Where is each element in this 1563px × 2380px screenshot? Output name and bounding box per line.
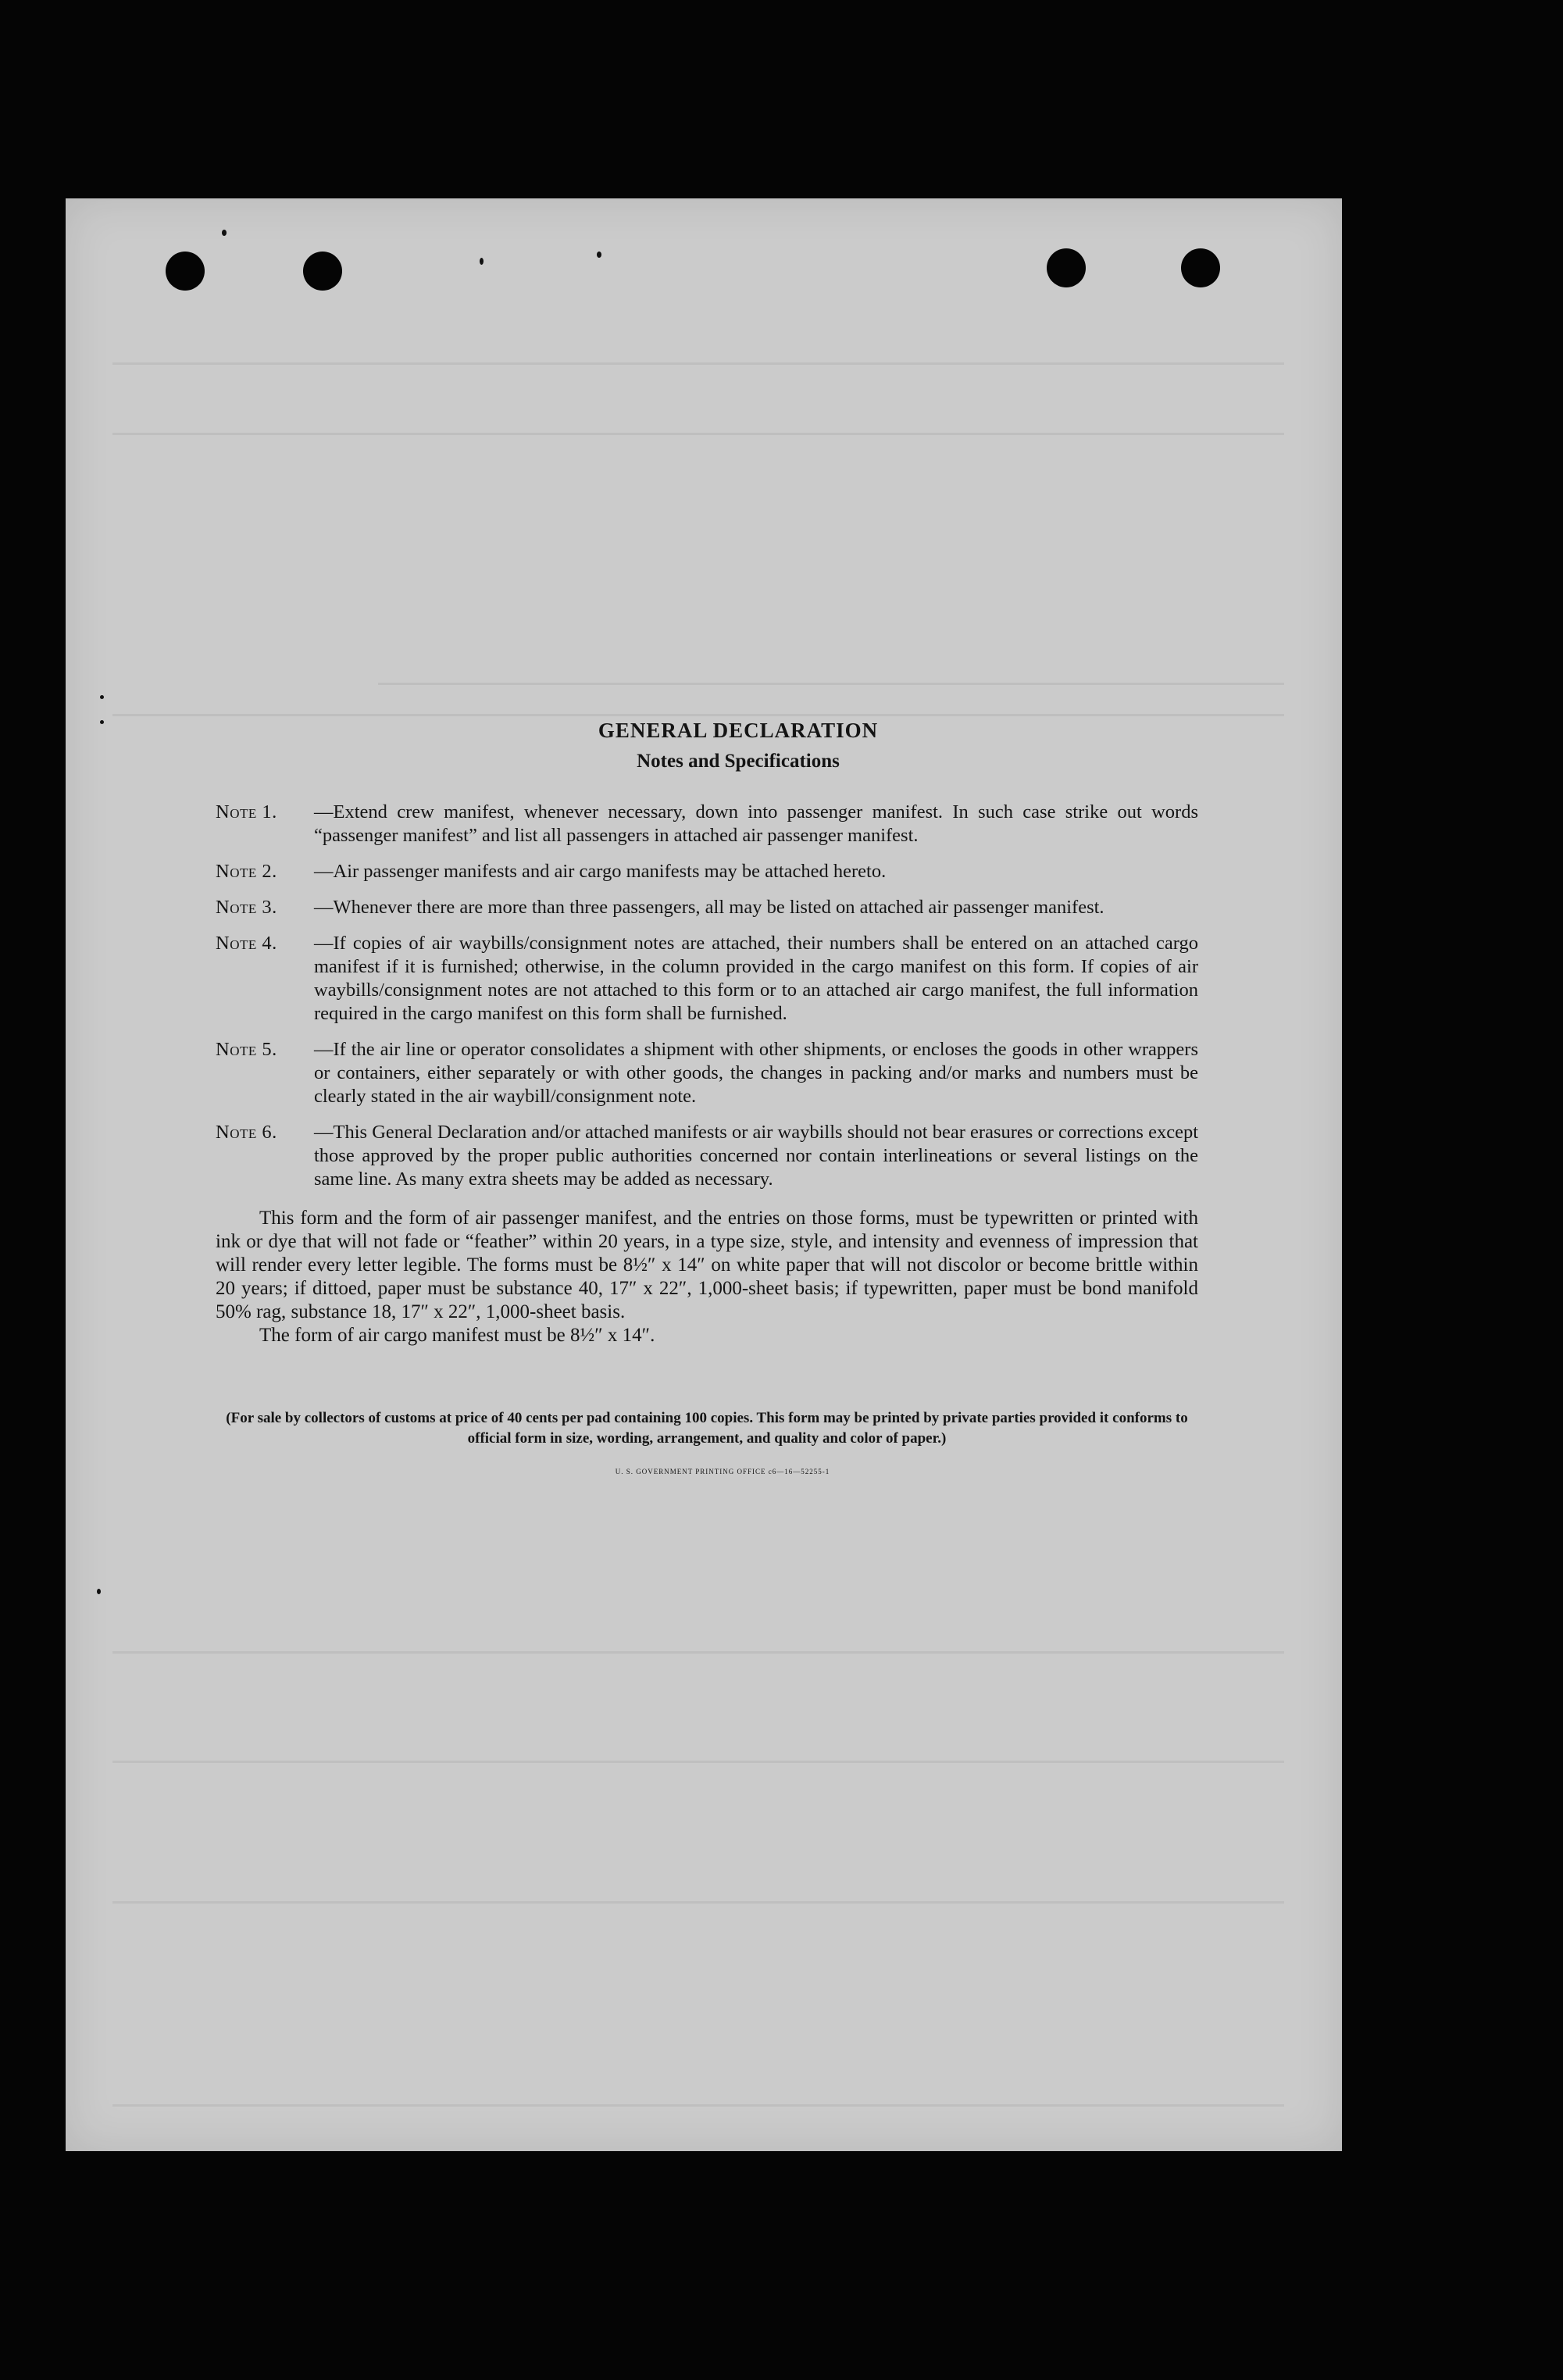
note-label: Note 6. (216, 1122, 277, 1143)
document-subtitle: Notes and Specifications (637, 751, 840, 772)
bleed-through-heading (550, 230, 562, 259)
note-label: Note 1. (216, 801, 277, 822)
note-label: Note 5. (216, 1039, 277, 1060)
note-text: —This General Declaration and/or attached manifests or air waybills should not bear erasures or corrections except those approved by the proper public authorities concerned nor contain interlineations or several listings on the same line. As many extra sheets may be added as necessary. (314, 1122, 1198, 1190)
note-3 (216, 896, 1198, 919)
printing-office-imprint: U. S. GOVERNMENT PRINTING OFFICE c6—16—52255-1 (615, 1468, 830, 1475)
speck (597, 252, 601, 258)
speck (222, 230, 227, 236)
speck (100, 695, 104, 699)
declaration-notes (216, 719, 1198, 1475)
speck (480, 258, 484, 265)
punch-hole (303, 252, 342, 291)
cargo-manifest-size-paragraph: The form of air cargo manifest must be 8½″ x 14″. (259, 1325, 655, 1346)
bleed-through-line (112, 1761, 1284, 1763)
note-text: —Whenever there are more than three passengers, all may be listed on attached air passenger manifest. (314, 897, 1104, 918)
note-label: Note 3. (216, 897, 277, 918)
note-1 (216, 801, 1198, 847)
note-text: —If the air line or operator consolidates a shipment with other shipments, or encloses the goods in other wrappers or containers, either separately or with other goods, the changes in packing and/or marks and numbers must be clearly stated in the air waybill/consignment note. (314, 1039, 1198, 1107)
note-text: —Extend crew manifest, whenever necessary, down into passenger manifest. In such case strike out words “passenger manifest” and list all passengers in attached air passenger manifest. (314, 801, 1198, 846)
speck (97, 1589, 101, 1594)
document-title: GENERAL DECLARATION (598, 719, 879, 742)
note-text: —Air passenger manifests and air cargo manifests may be attached hereto. (314, 861, 887, 882)
specification-paragraph: This form and the form of air passenger manifest, and the entries on those forms, must be typewritten or printed with ink or dye that will not fade or “feather” within 20 years, in a type size, style, and intensity and evenness of impression that will render every letter legible. The forms must be 8½″ x 14″ on white paper that will not discolor or become brittle within 20 years; if dittoed, paper must be substance 40, 17″ x 22″, 1,000-sheet basis; if typewritten, paper must be bond manifold 50% rag, substance 18, 17″ x 22″, 1,000-sheet basis. (216, 1208, 1198, 1322)
bleed-through-line (112, 2104, 1284, 2107)
note-label: Note 2. (216, 861, 277, 882)
note-text: —If copies of air waybills/consignment notes are attached, their numbers shall be entered on an attached cargo manifest if it is furnished; otherwise, in the column provided in the cargo manifest on this form. If copies of air waybills/consignment notes are not attached to this form or to an attached air cargo manifest, the full information required in the cargo manifest on this form shall be furnished. (314, 933, 1198, 1024)
note-4 (216, 932, 1198, 1026)
bleed-through-line (378, 683, 1284, 685)
note-label: Note 4. (216, 933, 277, 954)
speck (100, 720, 104, 724)
sale-notice: (For sale by collectors of customs at price of 40 cents per pad containing 100 copies. This form may be printed by private parties provided it conforms to official form in size, wording, arrangement, and quality and color of paper.) (226, 1410, 1188, 1447)
punch-hole (1047, 248, 1086, 287)
bleed-through-line (112, 362, 1284, 365)
note-2 (216, 860, 1198, 883)
bleed-through-line (112, 714, 1284, 716)
punch-hole (166, 252, 205, 291)
bleed-through-line (112, 433, 1284, 435)
bleed-through-line (112, 1651, 1284, 1654)
note-5 (216, 1038, 1198, 1108)
punch-hole (1181, 248, 1220, 287)
note-6 (216, 1121, 1198, 1191)
bleed-through-line (112, 1901, 1284, 1904)
